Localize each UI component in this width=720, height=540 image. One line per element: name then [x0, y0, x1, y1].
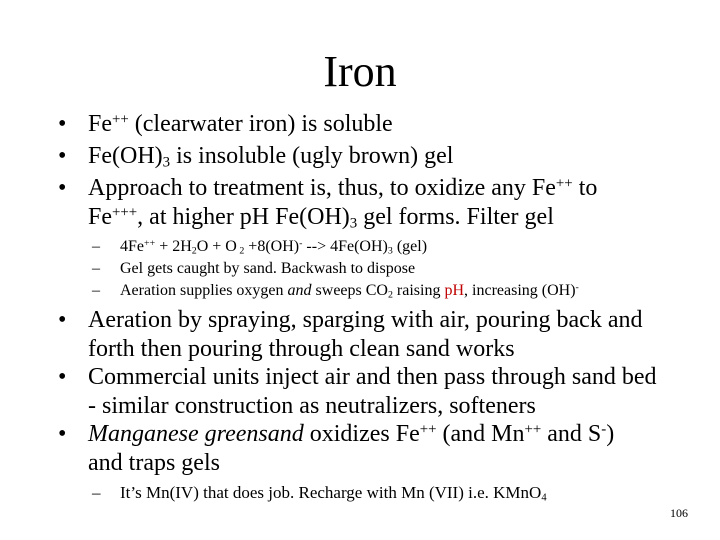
bullet-approach-treatment [58, 174, 688, 232]
ph-highlight: pH [444, 282, 465, 299]
bullet-icon: • [58, 364, 67, 390]
sub-bullet-text: $4Fe^{++} + 2H_2O + O$ $_2$ +8(OH)- --> $4Fe(OH)_3$ (gel) [120, 238, 428, 257]
dash-icon: – [92, 282, 100, 299]
bullet-text: Commercial units inject air and then pass through sand bed - similar construction as neutralizers, softeners [88, 364, 657, 419]
bullet-icon: • [58, 307, 67, 333]
bullet-aeration-spraying [58, 306, 688, 364]
dash-icon: – [92, 483, 101, 502]
page-number: 106 [670, 506, 688, 520]
bullet-text: Aeration by spraying, sparging with air, pouring back and forth then pouring through clean sand works [88, 307, 643, 362]
slide-title: Iron [323, 47, 397, 96]
sub-bullet-text: Gel gets caught by sand. Backwash to dispose [120, 260, 416, 277]
sub-bullet-text: Aeration supplies oxygen and sweeps $CO_2$ raising pH, increasing (OH)- [120, 282, 579, 301]
sub-bullet-text: It’s Mn(IV) that does job. Recharge with Mn (VII) i.e. KMnO$_4$ [120, 483, 547, 504]
bullet-text: $Fe(OH)_3$ is insoluble (ugly brown) gel [88, 143, 454, 171]
dash-icon: – [92, 260, 100, 277]
sub-bullet-recharge [92, 482, 692, 503]
bullet-icon: • [58, 111, 67, 137]
bullet-text: Manganese greensand oxidizes Fe++ (and Mn++ and S-) and traps gels [88, 421, 615, 476]
bullet-commercial-units [58, 363, 688, 421]
bullet-feoh3-insoluble [58, 142, 688, 171]
bullet-fe-soluble [58, 110, 688, 139]
dash-icon: – [92, 238, 100, 255]
bullet-text: Approach to treatment is, thus, to oxidize any Fe++ to Fe+++, at higher pH $Fe(OH)_3$ gel forms. Filter gel [88, 175, 598, 232]
sub-bullet-reaction [92, 236, 692, 257]
sub-bullet-gel-sand [92, 258, 692, 279]
bullet-icon: • [58, 143, 67, 169]
bullet-icon: • [58, 421, 67, 447]
sub-bullet-aeration [92, 280, 692, 301]
bullet-text: Fe++ (clearwater iron) is soluble [88, 111, 393, 137]
bullet-manganese-greensand [58, 420, 688, 478]
bullet-icon: • [58, 175, 67, 201]
